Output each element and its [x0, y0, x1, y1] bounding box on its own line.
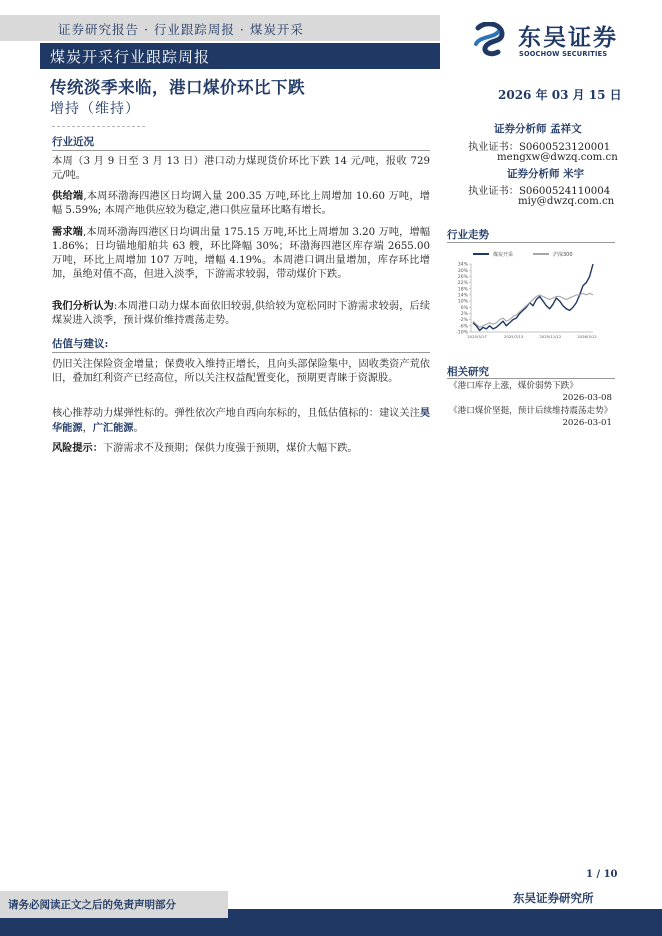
- demand-paragraph: [52, 225, 430, 282]
- chart-x-axis: [467, 332, 597, 339]
- trend-chart: [447, 244, 615, 344]
- report-title: 传统淡季来临，港口煤价环比下跌: [50, 78, 305, 97]
- stock-end: 。: [133, 423, 144, 434]
- related-item-2[interactable]: [449, 405, 612, 429]
- series-line-2: [473, 293, 593, 327]
- valuation-paragraph-2: [52, 406, 430, 436]
- y-tick-label: 22%: [457, 281, 468, 287]
- analyst-2-role: 证券分析师: [507, 168, 560, 180]
- analyst-2-license: [468, 182, 610, 197]
- y-tick-label: 6%: [460, 305, 468, 311]
- related-item-2-title[interactable]: 《港口煤价坚挺，预计后续维持震荡走势》: [449, 406, 613, 416]
- overview-text: 本周（3 月 9 日至 3 月 13 日）港口动力煤现货价环比下跌 14 元/吨，报收 729 元/吨。: [52, 156, 430, 181]
- y-tick-label: 26%: [457, 274, 468, 280]
- analyst-2-license-no: S0600524110004: [518, 186, 611, 197]
- trend-divider: [447, 242, 615, 243]
- legend-label: 沪深300: [553, 252, 573, 258]
- y-tick-label: 2%: [460, 312, 468, 318]
- x-tick-label: 2025/11/12: [539, 334, 562, 339]
- analysis-paragraph: [52, 299, 430, 328]
- y-tick-label: -10%: [456, 330, 468, 336]
- page-number: 1 / 10: [586, 869, 618, 880]
- related-item-1-date: 2026-03-08: [562, 393, 612, 403]
- overview-heading: 行业近况: [52, 136, 94, 148]
- valuation-text-2: 核心推荐动力煤弹性标的。弹性依次产地自西向东标的，且低估值标的：建议关注: [52, 408, 420, 419]
- x-tick-label: 2025/7/15: [503, 334, 524, 339]
- y-tick-label: -6%: [459, 324, 468, 330]
- related-divider: [447, 378, 615, 379]
- series-line-1: [473, 264, 593, 330]
- stock-recommendation-1: 昊华能源: [52, 407, 430, 434]
- supply-label: 供给端: [52, 190, 84, 202]
- footer-disclaimer[interactable]: 请务必阅读正文之后的免责声明部分: [8, 899, 176, 911]
- demand-text: ,本周环渤海四港区日均调出量 175.15 万吨,环比上周增加 3.20 万吨，增幅 1.86%；日均锚地船舶共 63 艘，环比降幅 30%；环渤海四港区库存端 2655.00 万吨，环比上周增加 107 万吨，增幅 4.19%。本周港口调出量增加，库存环比增加，虽绝对值不高，但进入淡季，下游需求较弱，带动煤价下跌。: [52, 227, 431, 280]
- logo-text-cn: 东吴证券: [518, 25, 618, 51]
- y-tick-label: -2%: [459, 318, 468, 324]
- valuation-text-1: 仍旧关注保险资金增量；保费收入维持正增长，且向头部保险集中，固收类资产荒依旧，叠加红利资产已经高位，所以关注权益配置变化，预期更青睐于资源股。: [52, 359, 430, 384]
- analyst-1-license-no: S0600523120001: [518, 142, 611, 153]
- report-date: 2026 年 03 月 15 日: [498, 88, 622, 102]
- supply-text: ,本周环渤海四港区日均调入量 200.35 万吨,环比上周增加 10.60 万吨，增幅 5.59%; 本周产地供应较为稳定,港口供应量环比略有增长。: [52, 191, 430, 216]
- chart-series: [473, 264, 593, 330]
- analyst-2-license-label: 执业证书：: [468, 186, 519, 197]
- risk-paragraph: [52, 441, 430, 456]
- title-divider: [52, 126, 145, 127]
- overview-paragraph: [52, 155, 430, 183]
- analyst-2-name: 米宇: [563, 168, 585, 180]
- stock-recommendation-2: 广汇能源: [92, 422, 134, 434]
- stock-separator: ，: [82, 423, 93, 434]
- x-tick-label: 2026/3/12: [577, 334, 597, 339]
- y-tick-label: 10%: [457, 299, 468, 305]
- x-tick-label: 2025/3/17: [467, 334, 487, 339]
- footer-institute: 东吴证券研究所: [513, 891, 594, 905]
- analyst-2-email[interactable]: miy@dwzq.com.cn: [518, 196, 615, 207]
- supply-paragraph: [52, 189, 430, 218]
- logo-text-en: SOOCHOW SECURITIES: [519, 50, 608, 58]
- analyst-1-license: [468, 138, 610, 153]
- valuation-paragraph-1: [52, 358, 430, 386]
- section-title: 煤炭开采行业跟踪周报: [50, 48, 211, 66]
- y-tick-label: 14%: [457, 293, 468, 299]
- chart-legend: [473, 251, 573, 258]
- analyst-1-title: [494, 121, 582, 136]
- company-logo: [472, 18, 622, 62]
- y-tick-label: 18%: [457, 287, 468, 293]
- related-heading: 相关研究: [447, 366, 489, 378]
- legend-label: 煤炭开采: [493, 252, 514, 258]
- valuation-heading: 估值与建议:: [52, 338, 109, 350]
- risk-label: 风险提示：: [52, 442, 103, 454]
- trend-chart-svg: [447, 244, 615, 344]
- analyst-1-role: 证券分析师: [494, 123, 547, 135]
- logo-mark-icon: [472, 22, 512, 58]
- analysis-text: :本周港口动力煤本面依旧较弱,供给较为宽松同时下游需求较弱，后续煤炭进入淡季，预计煤价维持震荡走势。: [52, 301, 431, 326]
- report-breadcrumb: 证券研究报告 · 行业跟踪周报 · 煤炭开采: [58, 22, 304, 37]
- analyst-2-title: [507, 166, 584, 181]
- y-tick-label: 30%: [457, 268, 468, 274]
- y-tick-label: 34%: [457, 262, 468, 268]
- analyst-1-email[interactable]: mengxw@dwzq.com.cn: [497, 152, 618, 163]
- demand-label: 需求端: [52, 226, 83, 238]
- report-rating: 增持（维持）: [50, 101, 140, 117]
- related-item-2-date: 2026-03-01: [562, 418, 612, 428]
- risk-text: 下游需求不及预期；保供力度强于预期，煤价大幅下跌。: [102, 443, 358, 454]
- analysis-label: 我们分析认为: [52, 300, 114, 312]
- trend-heading: 行业走势: [447, 229, 489, 241]
- analyst-1-name: 孟祥文: [550, 123, 582, 135]
- chart-y-axis: [456, 262, 471, 336]
- related-item-1-title[interactable]: 《港口库存上涨，煤价弱势下跌》: [449, 381, 578, 391]
- overview-divider: [52, 150, 430, 151]
- analyst-1-license-label: 执业证书：: [468, 142, 519, 153]
- related-item-1[interactable]: [449, 380, 612, 404]
- valuation-divider: [52, 352, 430, 353]
